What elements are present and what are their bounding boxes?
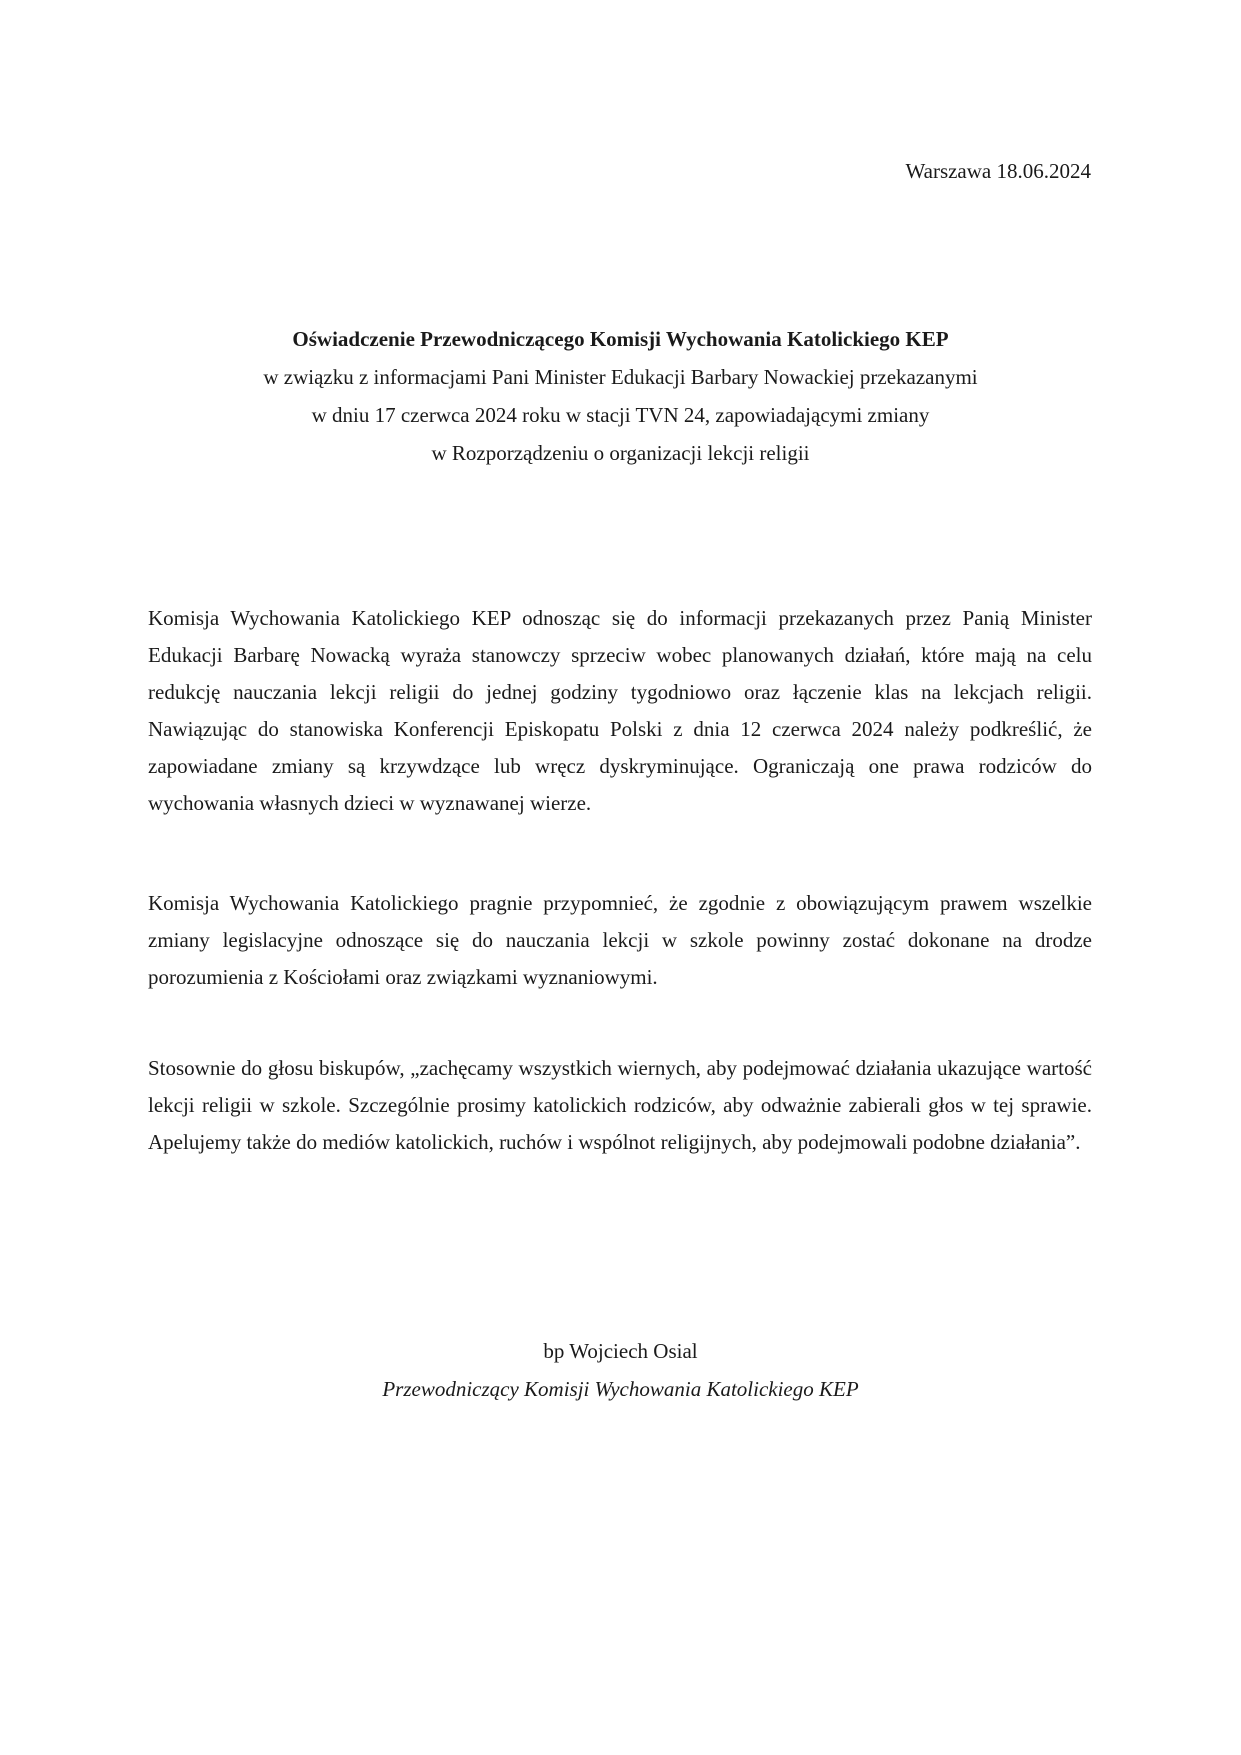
heading-line-3: w Rozporządzeniu o organizacji lekcji religii [431, 441, 810, 465]
statement-heading [150, 320, 1091, 472]
date-line: Warszawa 18.06.2024 [905, 159, 1091, 183]
signature-block [150, 1332, 1091, 1408]
heading-line-1: w związku z informacjami Pani Minister Edukacji Barbary Nowackiej przekazanymi [263, 365, 978, 389]
heading-line-2: w dniu 17 czerwca 2024 roku w stacji TVN 24, zapowiadającymi zmiany [311, 403, 930, 427]
paragraph-1: Komisja Wychowania Katolickiego KEP odnosząc się do informacji przekazanych przez Panią Minister Edukacji Barbarę Nowacką wyraża stanowczy sprzeciw wobec planowanych działań, które mają na celu redukcję nauczania lekcji religii do jednej godziny tygodniowo oraz łączenie klas na lekcjach religii. Nawiązując do stanowiska Konferencji Episkopatu Polski z dnia 12 czerwca 2024 należy podkreślić, że zapowiadane zmiany są krzywdzące lub wręcz dyskryminujące. Ograniczają one prawa rodziców do wychowania własnych dzieci w wyznawanej wierze. [148, 606, 1092, 815]
signatory-role: Przewodniczący Komisji Wychowania Katolickiego KEP [382, 1377, 859, 1401]
paragraph-3: Stosownie do głosu biskupów, „zachęcamy wszystkich wiernych, aby podejmować działania ukazujące wartość lekcji religii w szkole. Szczególnie prosimy katolickich rodziców, aby odważnie zabierali głos w tej sprawie. Apelujemy także do mediów katolickich, ruchów i wspólnot religijnych, aby podejmowali podobne działania”. [148, 1056, 1092, 1154]
paragraph-2: Komisja Wychowania Katolickiego pragnie przypomnieć, że zgodnie z obowiązującym prawem wszelkie zmiany legislacyjne odnoszące się do nauczania lekcji w szkole powinny zostać dokonane na drodze porozumienia z Kościołami oraz związkami wyznaniowymi. [148, 891, 1092, 989]
signatory-name: bp Wojciech Osial [543, 1339, 698, 1363]
statement-title: Oświadczenie Przewodniczącego Komisji Wychowania Katolickiego KEP [292, 327, 949, 351]
